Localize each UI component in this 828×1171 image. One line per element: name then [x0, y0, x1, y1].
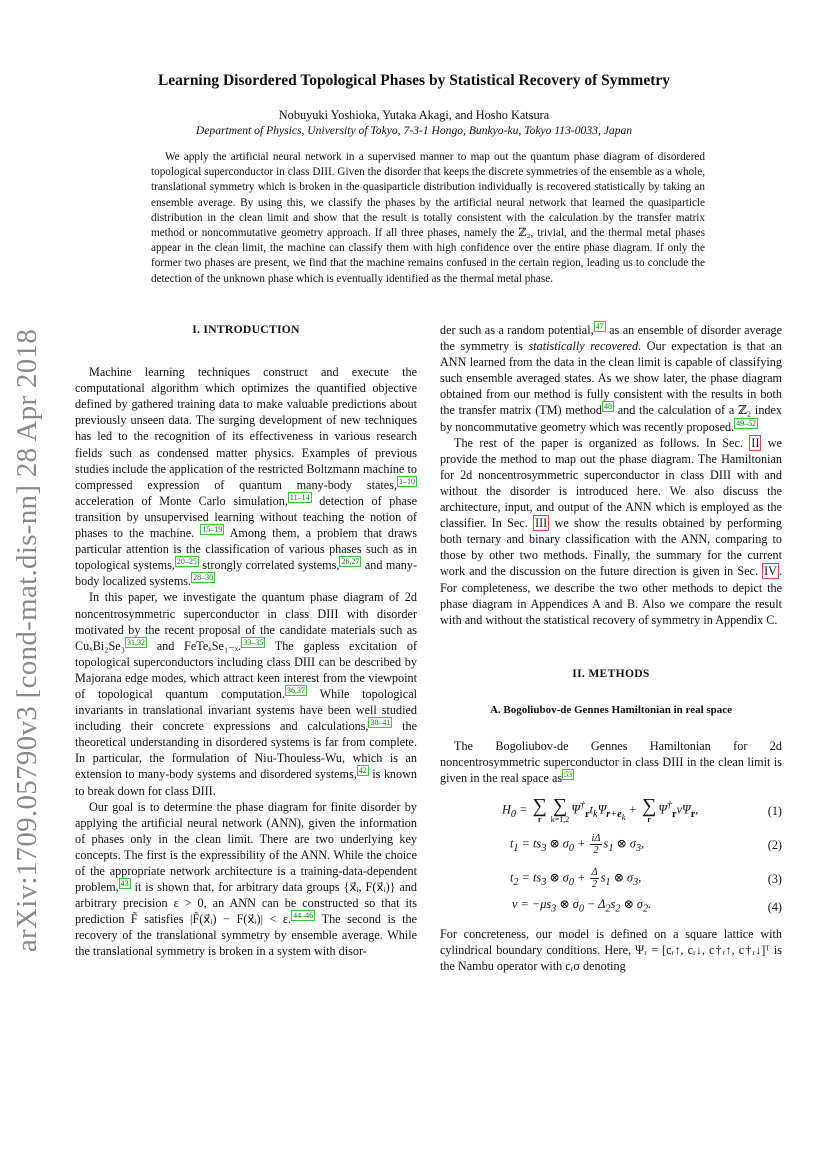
- citation-link[interactable]: 31,32: [126, 637, 145, 647]
- equation-2-body: $t_1 = ts_3$ ⊗ $\sigma_0$ + $\frac{i\Delta}{2}$ $s_1$ ⊗ $\sigma_3$,: [510, 833, 645, 857]
- citation-link[interactable]: 20–25: [176, 557, 197, 567]
- citation-link[interactable]: 28–30: [193, 573, 214, 583]
- abstract: We apply the artificial neural network in a supervised manner to map out the quantum phase diagram of disordered topological superconductor in class DIII. Given the disorder that keeps the discrete symmetries of the ensemble as a whole, translational symmetry which is broken in the quasiparticle distribution individually is recovered statistically by taking an ensemble average. By using this, we classify the phases by the artificial neural network that learned the quasiparticle distribution in the clean limit and show that the result is totally consistent with the calculation by the transfer matrix method or noncommutative geometry approach. If all three phases, namely the ℤ₂, trivial, and the thermal metal phases appear in the clean limit, the machine can classify them with high confidence over the entire phase diagram. If only the former two phases are present, we find that the machine remains confused in the certain region, leading us to conclude the detection of the unknown phase which is eventually identified as the thermal metal phase.: [151, 151, 705, 285]
- text-run: strongly correlated systems,: [198, 558, 340, 573]
- author-list: Nobuyuki Yoshioka, Yutaka Akagi, and Hosho Katsura: [278, 108, 550, 122]
- equation-2: [440, 828, 782, 862]
- equation-number: (1): [767, 804, 782, 819]
- intro-paragraph-1: [75, 364, 417, 589]
- text-run: is known to break down for class DIII.: [75, 767, 417, 798]
- equation-3: [440, 862, 782, 896]
- equation-number: (4): [767, 900, 782, 915]
- text-run: . For completeness, we describe the two other methods to depict the phase diagram in Appendices A and B. Also we compare the result with and without the statistical recovery of symmetry in Appendix C.: [440, 564, 782, 627]
- right-column: [440, 322, 782, 975]
- citation-link[interactable]: 44–46: [293, 911, 314, 921]
- equation-1: [440, 794, 782, 828]
- intro-paragraph-2: [75, 589, 417, 798]
- text-run: The second is the recovery of the translational symmetry by ensemble average. While the translational symmetry is broken in a system with disor-: [75, 912, 418, 959]
- arxiv-sidebar: [6, 320, 50, 960]
- text-run: Machine learning techniques construct and execute the computational algorithm which optimizes the quantified objective defined by gathered training data to make valuable predictions about previously unseen data. The surging development of new techniques has led to the recognition of its effectiveness in various research fields such as condensed matter physics. Examples of previous studies include the application of the restricted Boltzmann machine to compressed expression of quantum many-body states,: [75, 365, 417, 492]
- text-run: der such as a random potential,: [440, 323, 594, 337]
- text-run: In this paper, we investigate the quantum phase diagram of 2d noncentrosymmetric superconductor in class DIII with disorder motivated by the recent proposal of the candidate materials such as CuₓBi₂Se₃: [75, 590, 417, 653]
- intro-paragraph-5: [440, 435, 782, 628]
- equation-4: [440, 896, 782, 918]
- section-link[interactable]: II: [751, 435, 760, 450]
- text-run: . Our expectation is that an ANN learned from the data in the clean limit is capable of classifying such ensemble averaged states. As we show later, the phase diagram obtained from our method is fully consistent with the results in both the transfer matrix (TM) method: [440, 339, 783, 418]
- affiliation: Department of Physics, University of Tokyo, 7-3-1 Hongo, Bunkyo-ku, Tokyo 113-0033, Japan: [195, 124, 633, 137]
- emphasis-text: statistically recovered: [528, 339, 639, 354]
- section-link[interactable]: IV: [764, 564, 777, 579]
- section-link[interactable]: III: [535, 516, 548, 531]
- citation-link[interactable]: 11–14: [289, 492, 310, 502]
- arxiv-identifier: arXiv:1709.05790v3 [cond-mat.dis-nn] 28 Apr 2018: [11, 328, 44, 952]
- methods-paragraph-2: For concreteness, our model is defined on a square lattice with cylindrical boundary conditions. Here, Ψᵣ = [cᵣ↑, cᵣ↓, c†ᵣ↑, c†ᵣ↓]ᵀ is the Nambu operator with cᵣσ denoting: [440, 927, 782, 974]
- equation-block: [440, 794, 782, 918]
- citation-link[interactable]: 1–10: [399, 476, 415, 486]
- text-run: The gapless excitation of topological superconductors including class DIII can be described by Majorana edge modes, which attract keen interest from the viewpoint of topological quantum computation.: [75, 638, 418, 701]
- paper-title: Learning Disordered Topological Phases by Statistical Recovery of Symmetry: [157, 72, 671, 89]
- text-run: The rest of the paper is organized as follows. In Sec.: [454, 435, 750, 450]
- subsection-heading: A. Bogoliubov-de Gennes Hamiltonian in real space: [489, 703, 733, 716]
- citation-link[interactable]: 48: [603, 402, 612, 412]
- section-heading-introduction: I. INTRODUCTION: [192, 323, 300, 336]
- text-run: and FeTeₓSe₁₋ₓ.: [146, 638, 242, 653]
- section-heading-methods: II. METHODS: [572, 666, 650, 680]
- text-run: The Bogoliubov-de Gennes Hamiltonian for 2d noncentrosymmetric superconductor in class DIII in the clean limit is given in the real space as: [440, 738, 782, 786]
- text-run: we show the results obtained by performing both ternary and binary classification with the ANN, comparing to those by other two methods. Finally, the summary for the current work and the discussion on the future direction is given in Sec.: [440, 516, 782, 579]
- methods-paragraph-1: [440, 738, 782, 786]
- equation-1-body: $H_0$ = ∑ r ∑ k=1,2 $\Psi^\dagger_rt_k\Psi_{r+e_k}$ + ∑ r $\Psi^\dagger_rv\Psi_r$,: [502, 795, 699, 825]
- left-column: [75, 322, 417, 960]
- citation-link[interactable]: 36,37: [287, 685, 306, 695]
- text-run: detection of phase transition by unsupervised learning without teaching the notion of phases to the machine.: [75, 493, 417, 541]
- citation-link[interactable]: 49–52: [736, 418, 757, 428]
- citation-link[interactable]: 38–41: [370, 718, 391, 728]
- text-run: we provide the method to map out the phase diagram. The Hamiltonian for 2d noncentrosymmetric superconductor in class DIII with and without the disorder is introduced here. We also discuss the architecture, input, and output of the ANN which is employed as the classifier. In Sec.: [440, 435, 782, 531]
- intro-paragraph-3: [75, 799, 417, 960]
- equation-3-body: $t_2 = ts_3$ ⊗ $\sigma_0$ + $\frac{\Delta}{2}$ $s_1$ ⊗ $\sigma_3$,: [510, 867, 642, 891]
- text-run: it is shown that, for arbitrary data groups {x⃗ᵢ, F(x⃗ᵢ)} and arbitrary precision ε > 0, an ANN can be constructed so that its prediction F̃ satisfies |F̃(x⃗ᵢ) − F(x⃗ᵢ)| < ε.: [75, 880, 417, 927]
- text-run: the theoretical understanding in disordered systems is far from complete. In particular, the formulation of Niu-Thouless-Wu, which is an extension to many-body systems and disordered systems,: [75, 719, 417, 782]
- equation-4-body: $v = -\mu s_3$ ⊗ $\sigma_0 - \Delta_2s_2$ ⊗ $\sigma_2$.: [512, 897, 652, 915]
- equation-number: (3): [767, 872, 782, 887]
- citation-link[interactable]: 47: [595, 321, 604, 331]
- text-run: Among them, a problem that draws particular attention is the classification of various phases such as in topological systems,: [75, 526, 417, 573]
- text-run: acceleration of Monte Carlo simulation,: [75, 493, 288, 508]
- text-run: While topological invariants in translational invariant systems have been well studied including their concrete expressions and calculations,: [75, 686, 418, 734]
- text-run: and many-body localized systems.: [75, 558, 417, 589]
- intro-paragraph-4: [440, 322, 782, 435]
- citation-link[interactable]: 15–19: [202, 524, 223, 534]
- citation-link[interactable]: 53: [564, 770, 573, 780]
- equation-number: (2): [767, 838, 782, 853]
- text-run: Our goal is to determine the phase diagram for finite disorder by applying the artificial neural network (ANN), given the information of phases only in the clean limit. There are two underlying key concepts. The first is the expressibility of the ANN. While the choice of the appropriate network architecture is a training-data-dependent problem,: [75, 799, 417, 895]
- text-run: as an ensemble of disorder average the symmetry is: [440, 323, 782, 354]
- citation-link[interactable]: 26,27: [341, 557, 360, 567]
- text-run: and the calculation of a ℤ₂ index by noncommutative geometry which was recently proposed.: [440, 403, 783, 434]
- citation-link[interactable]: 43: [120, 879, 129, 889]
- citation-link[interactable]: 42: [358, 766, 367, 776]
- citation-link[interactable]: 33–35: [243, 637, 264, 647]
